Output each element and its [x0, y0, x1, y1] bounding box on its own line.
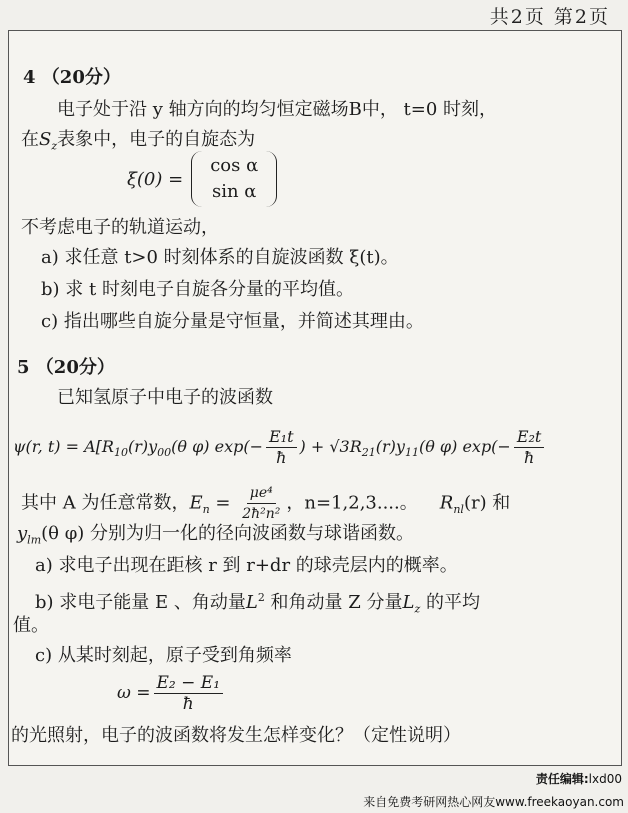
- q5-line1: 已知氢原子中电子的波函数: [57, 387, 273, 408]
- q4-item-a: a) 求任意 t>0 时刻体系的自旋波函数 ξ(t)。: [41, 247, 399, 268]
- q4-item-b: b) 求 t 时刻电子自旋各分量的平均值。: [41, 279, 354, 300]
- page-header: 共2页 第2页: [489, 6, 610, 28]
- q4-heading: 4 （20分）: [23, 67, 121, 88]
- editor-credit: 责任编辑:lxd00: [535, 772, 622, 786]
- spin-state-equation: ξ(0) = cos α sin α: [127, 151, 277, 207]
- q5-line3: $y_{lm}(\theta$ φ) 分别为归一化的径向波函数与球谐函数。: [17, 523, 415, 547]
- wavefunction-equation: ψ(r, $t) = A[R_{10}(r)y_{00}(\theta$ φ) exp(− $\frac{\text{E₁t}}{ħ}$ ) + $√3R_{21}(r)y_{11}(\theta$ φ) exp(− $\frac{\text{E₂t}}{ħ}$: [13, 427, 547, 473]
- source-footer: 来自免费考研网热心网友www.freekaoyan.com: [363, 795, 624, 809]
- q5-item-b: b) 求电子能量 E 、角动量$L^2$ 和角动量 Z 分量$L_z$ 的平均: [35, 591, 480, 616]
- q5-item-c: c) 从某时刻起，原子受到角频率: [35, 645, 292, 666]
- q5-item-b-continued: 值。: [13, 615, 49, 636]
- q5-item-a: a) 求电子出现在距核 r 到 r+dr 的球壳层内的概率。: [35, 555, 458, 576]
- omega-equation: ω = $\frac{\text{E₂ − E₁}}{ħ}$: [117, 673, 226, 714]
- q5-last-line: 的光照射，电子的波函数将发生怎样变化？（定性说明）: [11, 725, 461, 746]
- q4-line1: 电子处于沿 y 轴方向的均匀恒定磁场B中， t=0 时刻，: [57, 99, 498, 120]
- q5-line2: 其中 A 为任意常数，$E_n$ = $\frac{\text{μe⁴}}{\text{2ħ²n²}}$ ，n=1,2,3....。 $R_{nl}(r)$ 和: [21, 485, 511, 522]
- q5-heading: 5 （20分）: [17, 357, 115, 378]
- exam-page: [8, 30, 622, 766]
- q4-item-c: c) 指出哪些自旋分量是守恒量，并简述其理由。: [41, 311, 424, 332]
- q4-line2: 在$S_z$表象中，电子的自旋态为: [21, 129, 256, 153]
- q4-line3: 不考虑电子的轨道运动，: [21, 217, 219, 238]
